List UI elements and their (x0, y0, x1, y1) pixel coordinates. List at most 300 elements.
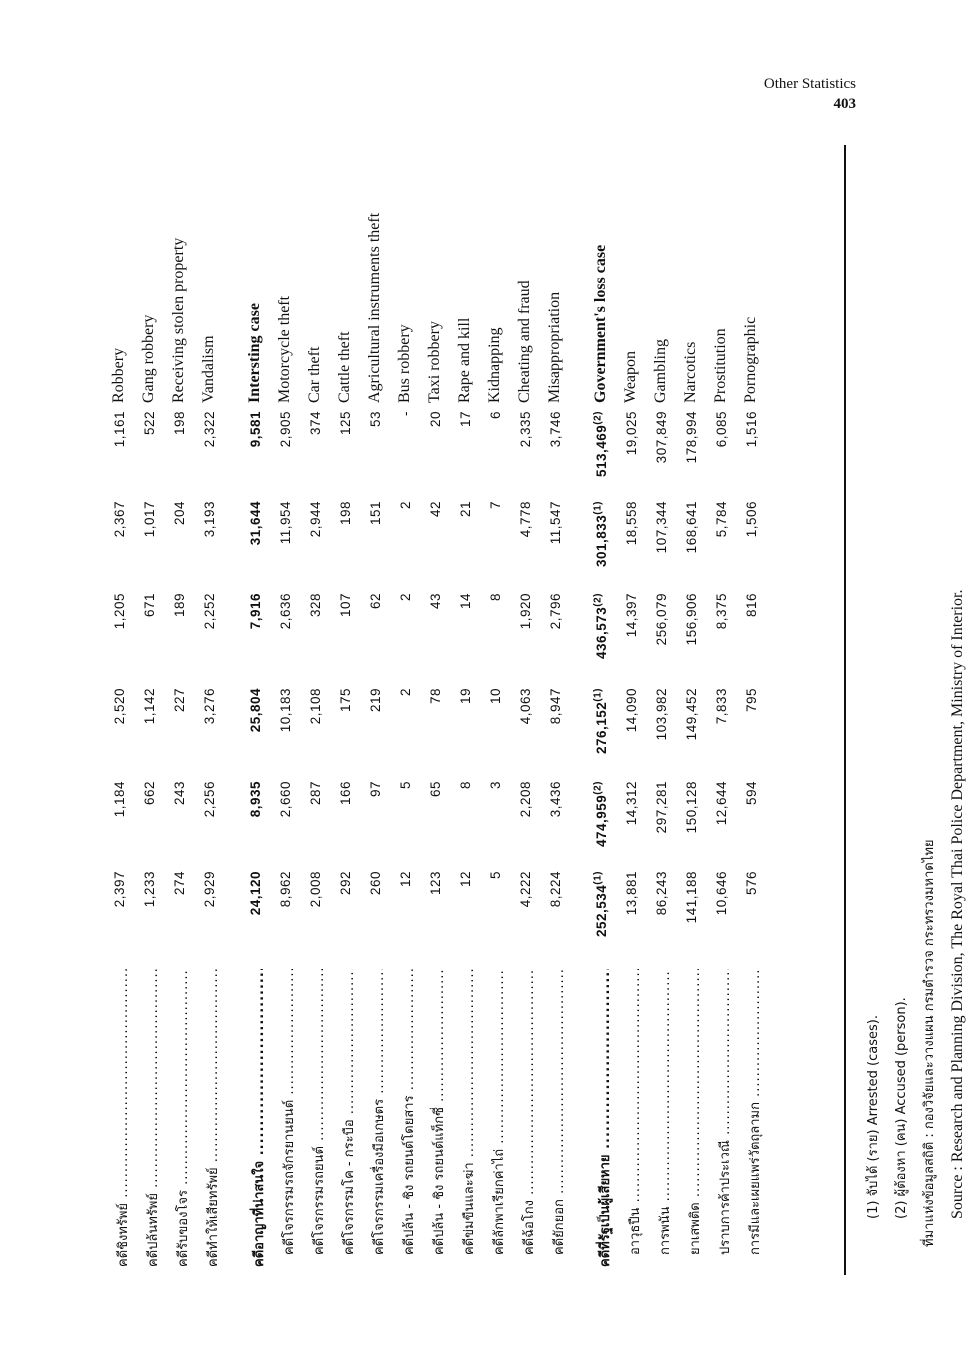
table-cell (338, 593, 353, 675)
cell-value: 8,947 (548, 688, 563, 725)
cell-value: 11,547 (548, 501, 563, 545)
cell-value: 10 (488, 688, 503, 705)
cell-value: 3,746 (548, 411, 563, 448)
row-label-english: Rape and kill (456, 317, 473, 403)
cell-value: 662 (142, 781, 157, 806)
cell-value: 297,281 (654, 781, 669, 834)
cell-value: 5 (488, 871, 503, 880)
cell-value: 24,120 (248, 871, 263, 916)
table-cell (488, 411, 503, 493)
cell-value: 78 (428, 688, 443, 705)
table-cell (458, 501, 473, 583)
table-cell (548, 688, 563, 770)
table-cell (428, 593, 443, 675)
table-cell (112, 411, 127, 493)
cell-value: 125 (338, 411, 353, 436)
cell-value: 204 (172, 501, 187, 526)
cell-value: 1,142 (142, 688, 157, 725)
table-cell (278, 501, 293, 583)
cell-value: 6,085 (714, 411, 729, 448)
cell-value: 594 (744, 781, 759, 806)
cell-value: 14,090 (624, 688, 639, 733)
table-row (332, 145, 362, 1275)
table-row (166, 145, 196, 1275)
row-label-thai: คดีชิงทรัพย์ ..... (112, 969, 133, 1267)
table-row (542, 145, 572, 1275)
cell-value: 287 (308, 781, 323, 806)
table-cell (714, 411, 729, 493)
page-number: 403 (833, 96, 856, 112)
table-cell (714, 593, 729, 675)
cell-value: 2,944 (308, 501, 323, 538)
table-cell (714, 501, 729, 583)
page-header (764, 74, 856, 114)
row-label-thai: คดีโจรกรรมรถจักรยานยนต์ ..... (278, 969, 299, 1255)
row-label-thai: คดีทำให้เสียทรัพย์ ..... (202, 969, 223, 1267)
cell-value: 522 (142, 411, 157, 436)
table-cell (112, 593, 127, 675)
table-row (106, 145, 136, 1275)
table-row (648, 145, 678, 1275)
table-cell (112, 871, 127, 953)
table-cell (142, 501, 157, 583)
table-cell (518, 871, 533, 953)
cell-value: 795 (744, 688, 759, 713)
cell-value: 2,008 (308, 871, 323, 908)
cell-value: 8 (458, 781, 473, 790)
row-label-english: Misappropriation (546, 291, 563, 403)
source-thai: ที่มาแห่งข้อมูลสถิติ : กองวิจัยและวางแผน กรมตำรวจ กระทรวงมหาดไทย (922, 839, 937, 1247)
row-label-thai: ปราบการค้าประเวณี ..... (714, 969, 735, 1255)
cell-value: 166 (338, 781, 353, 806)
table-cell (744, 501, 759, 583)
table-cell (518, 781, 533, 863)
table-cell (248, 688, 263, 770)
cell-value: 7,916 (248, 593, 263, 630)
cell-value: 252,534 (594, 884, 609, 938)
table-cell (142, 593, 157, 675)
footnote-marker: (1) (592, 501, 604, 515)
table-cell (744, 411, 759, 493)
table-cell (428, 411, 443, 493)
cell-value: 2,252 (202, 593, 217, 630)
footnote-marker: (2) (592, 411, 604, 425)
cell-value: 307,849 (654, 411, 669, 464)
table-cell (278, 781, 293, 863)
cell-value: 141,188 (684, 871, 699, 924)
cell-value: 256,079 (654, 593, 669, 646)
table-cell (654, 501, 669, 583)
table-cell (594, 501, 609, 583)
table-cell (488, 781, 503, 863)
cell-value: 1,184 (112, 781, 127, 818)
cell-value: 10,183 (278, 688, 293, 733)
cell-value: 12 (398, 871, 413, 888)
cell-value: 11,954 (278, 501, 293, 545)
table-cell (278, 688, 293, 770)
cell-value: 198 (338, 501, 353, 526)
cell-value: 219 (368, 688, 383, 713)
table-row (708, 145, 738, 1275)
table-cell (172, 781, 187, 863)
cell-value: 168,641 (684, 501, 699, 554)
cell-value: 151 (368, 501, 383, 526)
table-row (392, 145, 422, 1275)
table-cell (202, 871, 217, 953)
table-cell (308, 688, 323, 770)
cell-value: 301,833 (594, 514, 609, 568)
table-cell (142, 688, 157, 770)
cell-value: 97 (368, 781, 383, 798)
table-cell (248, 411, 263, 493)
row-label-thai: คดีปล้น - ชิง รถยนต์แท็กซี่ ..... (428, 969, 449, 1255)
table-cell (548, 871, 563, 953)
cell-value: 10,646 (714, 871, 729, 916)
table-row (272, 145, 302, 1275)
cell-value: 3 (488, 781, 503, 790)
cell-value: 62 (368, 593, 383, 610)
table-cell (684, 501, 699, 583)
cell-value: 2,636 (278, 593, 293, 630)
cell-value: 3,436 (548, 781, 563, 818)
cell-value: 436,573 (594, 606, 609, 660)
cell-value: 292 (338, 871, 353, 896)
table-cell (714, 781, 729, 863)
table-cell (684, 593, 699, 675)
table-cell (654, 688, 669, 770)
table-cell (428, 781, 443, 863)
cell-value: 19 (458, 688, 473, 705)
table-cell (744, 593, 759, 675)
table-cell (458, 871, 473, 953)
table-cell (548, 501, 563, 583)
statistics-table (92, 145, 966, 1275)
cell-value: 576 (744, 871, 759, 896)
cell-value: 149,452 (684, 688, 699, 741)
table-cell (368, 411, 383, 493)
table-cell (278, 593, 293, 675)
cell-value: 260 (368, 871, 383, 896)
cell-value: 243 (172, 781, 187, 806)
row-label-english: Car theft (306, 346, 323, 403)
table-cell (428, 501, 443, 583)
cell-value: 1,205 (112, 593, 127, 630)
table-cell (172, 411, 187, 493)
cell-value: 1,161 (112, 411, 127, 448)
row-label-english: Gang robbery (140, 314, 157, 403)
cell-value: 150,128 (684, 781, 699, 834)
table-cell (428, 688, 443, 770)
row-label-english: Robbery (110, 347, 127, 403)
table-row (136, 145, 166, 1275)
cell-value: 14,312 (624, 781, 639, 826)
table-cell (248, 593, 263, 675)
row-label-thai: การพนัน ..... (654, 969, 675, 1255)
cell-value: 816 (744, 593, 759, 618)
cell-value: 5,784 (714, 501, 729, 538)
cell-value: 5 (398, 781, 413, 790)
cell-value: 2 (398, 688, 413, 697)
cell-value: 276,152 (594, 701, 609, 755)
row-label-english: Cheating and fraud (516, 280, 533, 403)
table-row (242, 145, 272, 1275)
table-cell (594, 871, 609, 953)
cell-value: 9,581 (248, 411, 263, 448)
cell-value: 8,935 (248, 781, 263, 818)
cell-value: 1,506 (744, 501, 759, 538)
row-label-thai: คดีลักพาเรียกค่าไถ่ ..... (488, 969, 509, 1255)
cell-value: 4,222 (518, 871, 533, 908)
row-label-english: Kidnapping (486, 327, 503, 403)
table-cell (488, 501, 503, 583)
table-cell (624, 411, 639, 493)
cell-value: 2,367 (112, 501, 127, 538)
table-cell (744, 688, 759, 770)
row-label-thai: คดีโจรกรรมรถยนต์ ..... (308, 969, 329, 1255)
row-label-thai: คดีโจรกรรมโค - กระบือ ..... (338, 969, 359, 1255)
cell-value: 671 (142, 593, 157, 618)
cell-value: 374 (308, 411, 323, 436)
table-cell (308, 781, 323, 863)
cell-value: 8,224 (548, 871, 563, 908)
cell-value: 175 (338, 688, 353, 713)
row-label-english: Receiving stolen property (170, 237, 187, 403)
footnote-marker: (1) (592, 871, 604, 885)
cell-value: 2,905 (278, 411, 293, 448)
cell-value: - (398, 411, 413, 416)
row-label-english: Bus robbery (396, 324, 413, 403)
footnote-marker: (1) (592, 688, 604, 702)
table-cell (654, 871, 669, 953)
table-cell (684, 871, 699, 953)
row-label-english: Agricultural instruments theft (366, 212, 383, 403)
source-english: Source : Research and Planning Division, The Royal Thai Police Department, Ministry of Interior. (949, 589, 966, 1219)
table-cell (202, 781, 217, 863)
table-cell (594, 688, 609, 770)
row-label-thai: ยาเสพติด ..... (684, 969, 705, 1255)
table-cell (202, 593, 217, 675)
table-row (618, 145, 648, 1275)
table-cell (624, 593, 639, 675)
table-cell (112, 501, 127, 583)
cell-value: 13,881 (624, 871, 639, 916)
table-cell (594, 781, 609, 863)
table-cell (112, 688, 127, 770)
cell-value: 31,644 (248, 501, 263, 546)
table-cell (594, 593, 609, 675)
table-cell (338, 501, 353, 583)
row-label-english: Vandalism (200, 335, 217, 403)
cell-value: 2,335 (518, 411, 533, 448)
table-bottom-rule (844, 145, 846, 1275)
row-label-english: Motorcycle theft (276, 295, 293, 403)
cell-value: 2,520 (112, 688, 127, 725)
row-label-thai: การมีและเผยแพร่วัตถุลามก ..... (744, 969, 765, 1255)
row-label-thai: คดียักยอก ..... (548, 969, 569, 1255)
table-cell (248, 501, 263, 583)
table-cell (398, 411, 413, 493)
cell-value: 12,644 (714, 781, 729, 826)
table-cell (518, 501, 533, 583)
cell-value: 8,375 (714, 593, 729, 630)
cell-value: 1,516 (744, 411, 759, 448)
table-row (738, 145, 768, 1275)
table-cell (624, 688, 639, 770)
cell-value: 8 (488, 593, 503, 602)
table-row (512, 145, 542, 1275)
table-cell (308, 593, 323, 675)
cell-value: 178,994 (684, 411, 699, 464)
cell-value: 20 (428, 411, 443, 428)
table-cell (368, 871, 383, 953)
row-label-thai: คดีฉ้อโกง ..... (518, 969, 539, 1255)
cell-value: 123 (428, 871, 443, 896)
table-cell (654, 781, 669, 863)
row-label-english: Gambling (652, 339, 669, 403)
table-cell (548, 411, 563, 493)
table-cell (518, 593, 533, 675)
table-cell (142, 411, 157, 493)
table-cell (338, 781, 353, 863)
cell-value: 19,025 (624, 411, 639, 456)
table-cell (548, 781, 563, 863)
footnote-marker: (2) (592, 593, 604, 607)
table-cell (458, 411, 473, 493)
row-label-english: Prostitution (712, 328, 729, 403)
cell-value: 21 (458, 501, 473, 518)
row-label-english: Pornographic (742, 316, 759, 403)
cell-value: 107 (338, 593, 353, 618)
cell-value: 43 (428, 593, 443, 610)
table-cell (398, 593, 413, 675)
cell-value: 1,233 (142, 871, 157, 908)
cell-value: 189 (172, 593, 187, 618)
cell-value: 53 (368, 411, 383, 428)
cell-value: 3,193 (202, 501, 217, 538)
table-cell (202, 411, 217, 493)
table-cell (368, 593, 383, 675)
cell-value: 103,982 (654, 688, 669, 741)
row-label-english: Narcotics (682, 341, 699, 403)
table-cell (338, 411, 353, 493)
table-cell (202, 501, 217, 583)
table-cell (458, 688, 473, 770)
cell-value: 7 (488, 501, 503, 510)
cell-value: 1,920 (518, 593, 533, 630)
table-cell (308, 501, 323, 583)
footnote-1: (1) จับได้ (ราย) Arrested (cases). (866, 1015, 881, 1219)
row-label-english: Government's loss case (592, 244, 609, 403)
cell-value: 156,906 (684, 593, 699, 646)
cell-value: 14 (458, 593, 473, 610)
table-cell (202, 688, 217, 770)
table-cell (488, 593, 503, 675)
row-label-english: Taxi robbery (426, 321, 443, 403)
table-cell (172, 593, 187, 675)
table-cell (172, 688, 187, 770)
cell-value: 2,108 (308, 688, 323, 725)
table-cell (398, 688, 413, 770)
row-label-thai: คดีที่รัฐเป็นผู้เสียหาย ..... (594, 969, 615, 1267)
cell-value: 42 (428, 501, 443, 518)
table-cell (142, 781, 157, 863)
table-cell (172, 501, 187, 583)
cell-value: 2 (398, 593, 413, 602)
cell-value: 274 (172, 871, 187, 896)
table-cell (368, 688, 383, 770)
cell-value: 2,796 (548, 593, 563, 630)
row-label-thai: คดีโจรกรรมเครื่องมือเกษตร ..... (368, 969, 389, 1255)
table-cell (714, 688, 729, 770)
cell-value: 328 (308, 593, 323, 618)
cell-value: 2,929 (202, 871, 217, 908)
table-cell (142, 871, 157, 953)
table-cell (428, 871, 443, 953)
cell-value: 2,208 (518, 781, 533, 818)
table-row (482, 145, 512, 1275)
cell-value: 1,017 (142, 501, 157, 538)
cell-value: 513,469 (594, 424, 609, 478)
table-cell (278, 411, 293, 493)
table-row (588, 145, 618, 1275)
table-cell (624, 501, 639, 583)
cell-value: 474,959 (594, 794, 609, 848)
cell-value: 6 (488, 411, 503, 420)
table-cell (458, 593, 473, 675)
table-cell (518, 411, 533, 493)
table-cell (654, 411, 669, 493)
table-row (678, 145, 708, 1275)
cell-value: 2 (398, 501, 413, 510)
table-cell (308, 411, 323, 493)
footnote-marker: (2) (592, 781, 604, 795)
table-cell (624, 871, 639, 953)
table-cell (548, 593, 563, 675)
cell-value: 2,397 (112, 871, 127, 908)
row-label-thai: คดีปล้นทรัพย์ ..... (142, 969, 163, 1267)
table-cell (112, 781, 127, 863)
cell-value: 12 (458, 871, 473, 888)
cell-value: 2,660 (278, 781, 293, 818)
table-cell (172, 871, 187, 953)
footnotes (860, 589, 966, 1247)
table-cell (278, 871, 293, 953)
table-cell (624, 781, 639, 863)
cell-value: 4,778 (518, 501, 533, 538)
cell-value: 2,256 (202, 781, 217, 818)
table-cell (684, 411, 699, 493)
table-cell (654, 593, 669, 675)
table-cell (684, 781, 699, 863)
cell-value: 3,276 (202, 688, 217, 725)
table-cell (368, 501, 383, 583)
table-cell (684, 688, 699, 770)
table-row (362, 145, 392, 1275)
cell-value: 8,962 (278, 871, 293, 908)
cell-value: 107,344 (654, 501, 669, 554)
cell-value: 4,063 (518, 688, 533, 725)
table-cell (488, 688, 503, 770)
cell-value: 227 (172, 688, 187, 713)
table-cell (488, 871, 503, 953)
row-label-thai: คดีข่มขืนและฆ่า ..... (458, 969, 479, 1255)
table-cell (368, 781, 383, 863)
cell-value: 18,558 (624, 501, 639, 546)
row-label-english: Intersting case (246, 303, 263, 403)
table-cell (744, 871, 759, 953)
row-label-thai: คดีอาญาที่น่าสนใจ ..... (248, 969, 269, 1267)
cell-value: 14,397 (624, 593, 639, 638)
